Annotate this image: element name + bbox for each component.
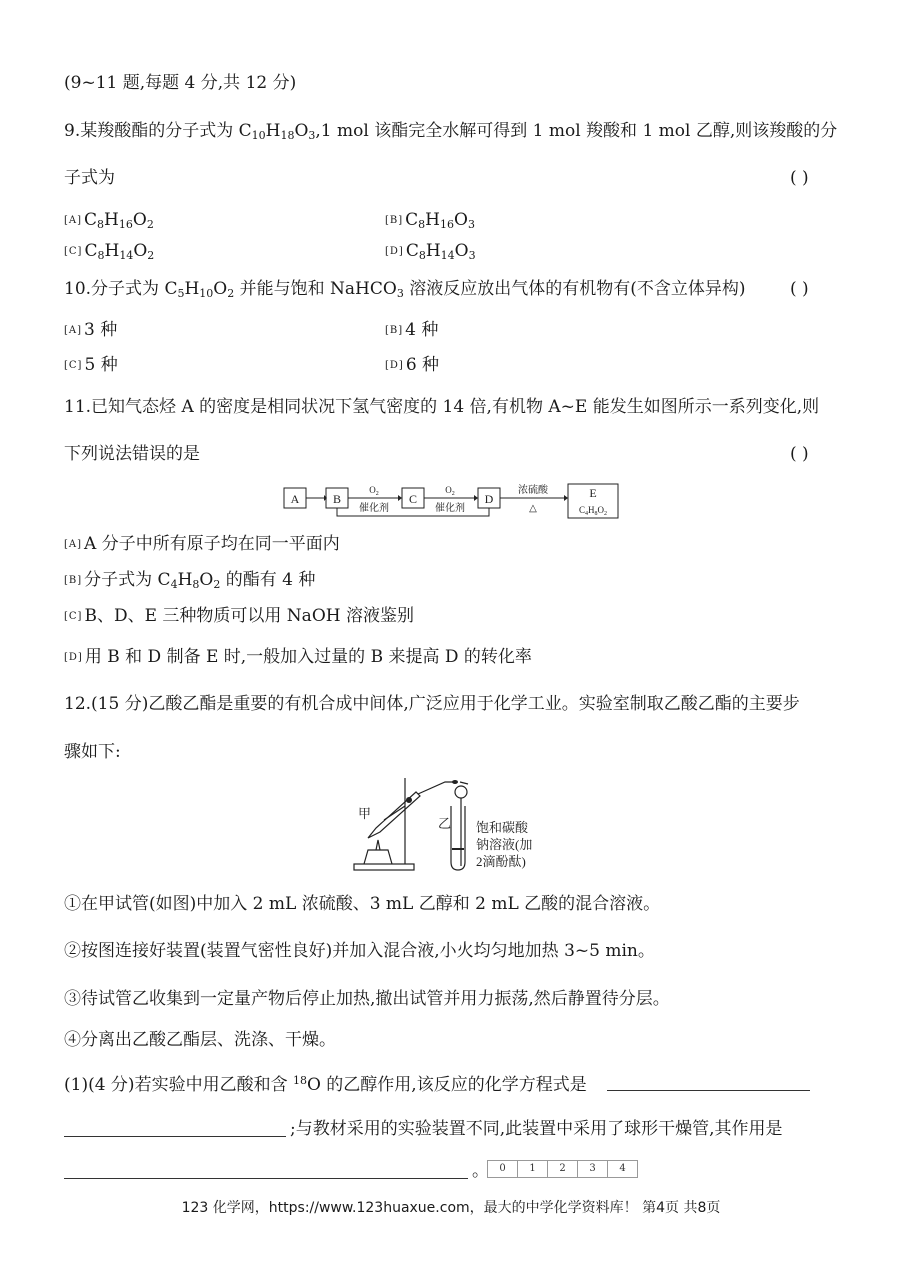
score-cell-3[interactable]: 3 <box>578 1161 608 1177</box>
q11-option-a[interactable]: [A] A 分子中所有原子均在同一平面内 <box>64 534 340 554</box>
node-e-formula: $C_4H_8O_2$ <box>578 505 608 517</box>
arrow2-reagent: $O_2$ <box>445 485 455 497</box>
score-cell-4[interactable]: 4 <box>619 1163 626 1174</box>
q12-step-3: ③待试管乙收集到一定量产物后停止加热,撤出试管并用力振荡,然后静置待分层。 <box>64 989 670 1009</box>
node-a-label: A <box>290 492 300 506</box>
score-cell-2[interactable]: 2 <box>548 1161 578 1177</box>
apparatus-figure <box>350 770 580 876</box>
q9-option-c[interactable]: [C] $C_8H_{14}O_2$ <box>64 241 155 262</box>
q10-stem: 10.分子式为 $C_5H_{10}O_2$ 并能与饱和 NaHCO$_3$ 溶液反应放出气体的有机物有(不含立体异构) <box>64 279 746 300</box>
q11-option-b[interactable]: [B] 分子式为 $C_4H_8O_2$ 的酯有 4 种 <box>64 570 316 591</box>
page-footer: 123 化学网，https://www.123huaxue.com，最大的中学化学资料库！ 第4页 共8页 <box>181 1200 721 1216</box>
node-d-label: D <box>484 492 494 506</box>
apparatus-label-line2: 钠溶液(加 <box>476 837 533 852</box>
apparatus-label-line3: 2滴酚酞) <box>476 854 526 869</box>
q9-answer-paren[interactable]: ( ) <box>790 168 809 188</box>
score-box[interactable] <box>487 1160 638 1178</box>
q11-stem-line2: 下列说法错误的是 <box>64 444 200 464</box>
q9-option-d[interactable]: [D] $C_8H_{14}O_3$ <box>385 241 476 262</box>
q12-sub1-line2: ;与教材采用的实验装置不同,此装置中采用了球形干燥管,其作用是 <box>290 1119 783 1139</box>
q9-option-b[interactable]: [B] $C_8H_{16}O_3$ <box>385 210 475 231</box>
q12-answer-blank-2[interactable] <box>64 1118 286 1137</box>
q10-answer-paren[interactable]: ( ) <box>790 279 809 299</box>
q12-sub1-stem: (1)(4 分)若实验中用乙酸和含 $^{18}$O 的乙醇作用,该反应的化学方程式是 <box>64 1074 587 1095</box>
q10-option-b[interactable]: [B] 4 种 <box>385 320 439 340</box>
q11-stem: 11.已知气态烃 A 的密度是相同状况下氢气密度的 14 倍,有机物 A~E 能发生如图所示一系列变化,则 <box>64 397 820 417</box>
q11-option-d[interactable]: [D] 用 B 和 D 制备 E 时,一般加入过量的 B 来提高 D 的转化率 <box>64 647 532 667</box>
q12-step-4: ④分离出乙酸乙酯层、洗涤、干燥。 <box>64 1030 336 1050</box>
q12-step-2: ②按图连接好装置(装置气密性良好)并加入混合液,小火均匀地加热 3~5 min。 <box>64 941 655 961</box>
apparatus-label-jia: 甲 <box>358 806 372 821</box>
apparatus-label-yi: 乙 <box>438 816 452 831</box>
q10-option-c[interactable]: [C] 5 种 <box>64 355 118 375</box>
score-cell-1[interactable]: 1 <box>518 1161 548 1177</box>
score-cell-0[interactable]: 0 <box>488 1161 518 1177</box>
q9-option-a[interactable]: [A] $C_8H_{16}O_2$ <box>64 210 154 231</box>
q12-answer-blank-3[interactable] <box>64 1160 468 1179</box>
arrow3-reagent: 浓硫酸 <box>518 485 548 496</box>
node-c-label: C <box>408 492 418 506</box>
q12-step-1: ①在甲试管(如图)中加入 2 mL 浓硫酸、3 mL 乙醇和 2 mL 乙酸的混合溶液。 <box>64 894 661 914</box>
arrow1-catalyst: 催化剂 <box>359 503 389 514</box>
q10-option-a[interactable]: [A] 3 种 <box>64 320 118 340</box>
q12-answer-blank-1[interactable] <box>607 1072 810 1091</box>
arrow2-catalyst: 催化剂 <box>435 503 465 514</box>
section-note: (9~11 题,每题 4 分,共 12 分) <box>64 73 297 93</box>
q9-stem: 9.某羧酸酯的分子式为 $C_{10}H_{18}O_3,1$ mol 该酯完全水解可得到 1 mol 羧酸和 1 mol 乙醇,则该羧酸的分 <box>64 121 838 142</box>
q12-stem: 12.(15 分)乙酸乙酯是重要的有机合成中间体,广泛应用于化学工业。实验室制取乙酸乙酯的主要步 <box>64 694 800 714</box>
apparatus-label-line1: 饱和碳酸 <box>476 820 529 835</box>
reaction-scheme-diagram <box>280 480 625 522</box>
q11-answer-paren[interactable]: ( ) <box>790 444 809 464</box>
q11-option-c[interactable]: [C] B、D、E 三种物质可以用 NaOH 溶液鉴别 <box>64 606 414 626</box>
q10-option-d[interactable]: [D] 6 种 <box>385 355 440 375</box>
arrow1-reagent: $O_2$ <box>369 485 379 497</box>
q12-stem-line2: 骤如下: <box>64 742 121 762</box>
q12-sub1-end: 。 <box>472 1161 489 1181</box>
q9-stem-line2: 子式为 <box>64 168 115 188</box>
node-e-label: E <box>589 486 597 500</box>
arrow3-heat: △ <box>529 503 537 514</box>
node-b-label: B <box>332 492 342 506</box>
